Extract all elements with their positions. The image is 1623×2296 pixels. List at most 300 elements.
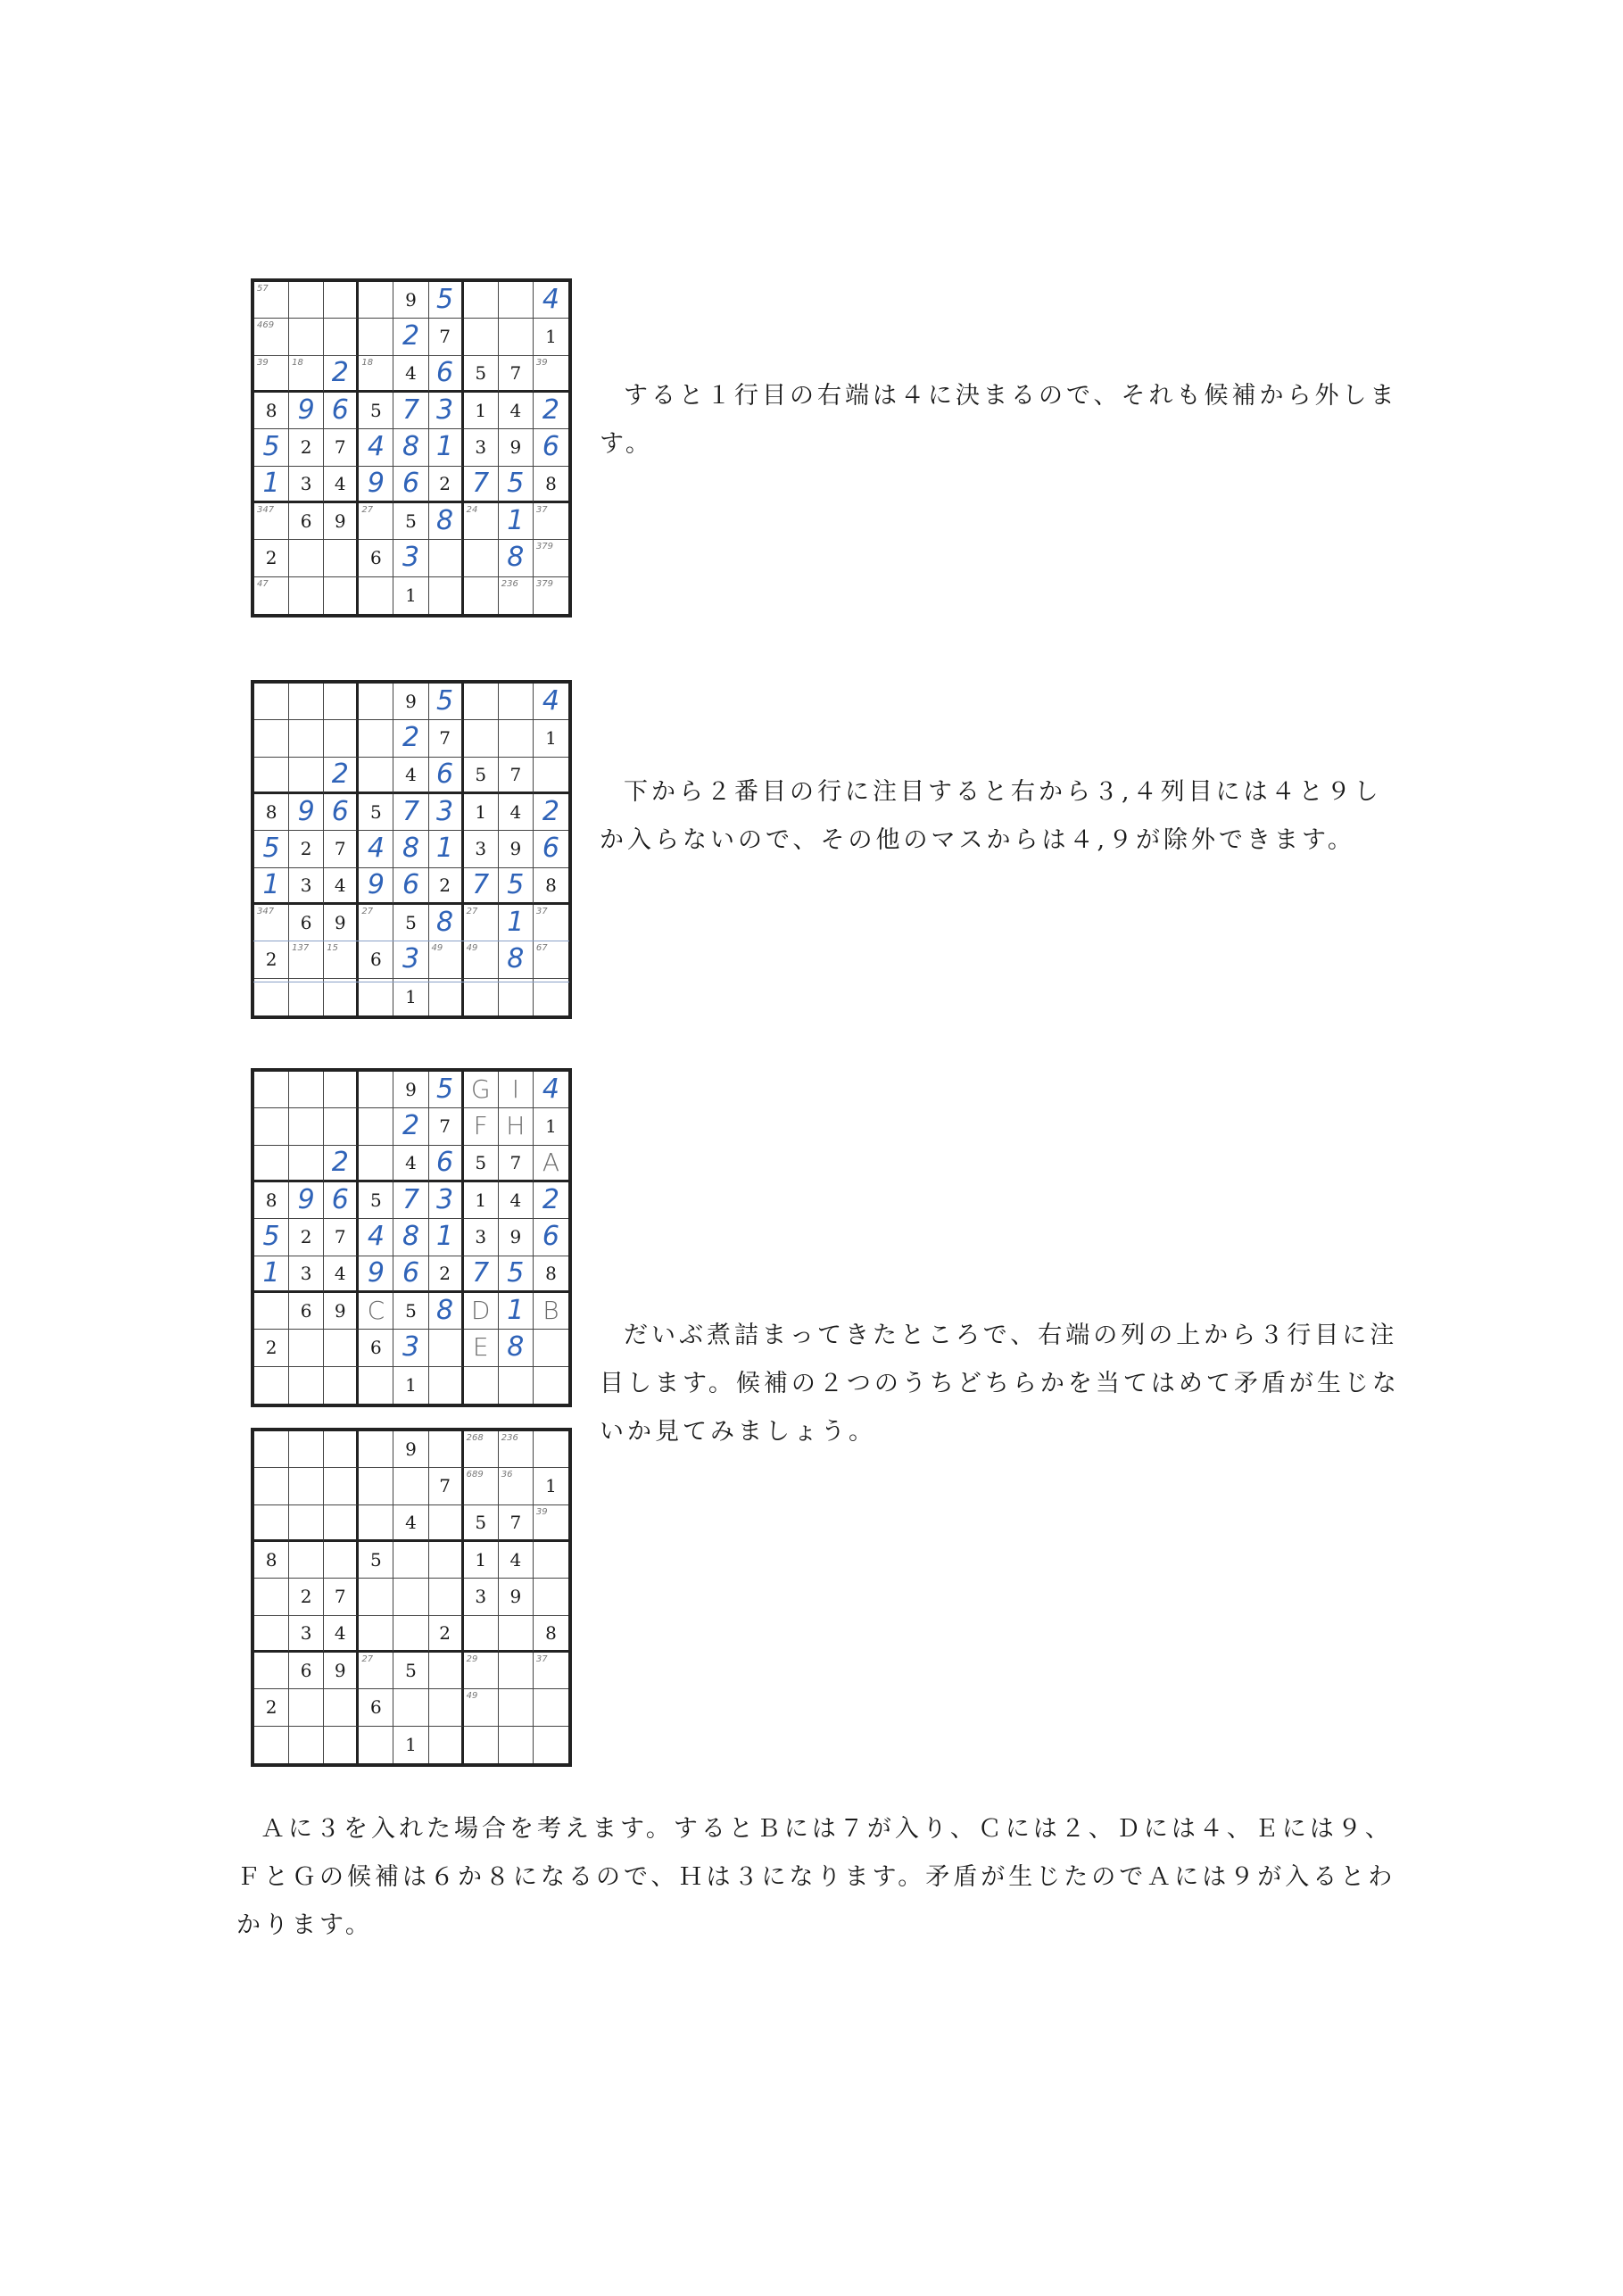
sudoku-cell [324,720,359,757]
sudoku-cell: 2 [289,1579,324,1615]
sudoku-board-2 [251,680,572,1019]
sudoku-cell: 5 [429,684,464,720]
sudoku-cell: 29 [464,1653,499,1689]
sudoku-cell [393,1542,428,1579]
sudoku-cell: 6 [289,905,324,941]
sudoku-cell [254,979,289,1015]
sudoku-cell: D [464,1293,499,1330]
sudoku-cell: 6 [289,1653,324,1689]
sudoku-cell: F [464,1108,499,1145]
sudoku-cell [324,1468,359,1504]
sudoku-cell: 689 [464,1468,499,1504]
sudoku-cell [393,1616,428,1653]
sudoku-cell: 1 [534,1468,568,1504]
sudoku-cell [499,282,534,319]
sudoku-cell: 2 [429,1616,464,1653]
sudoku-cell: 2 [393,1108,428,1145]
sudoku-cell: 2 [429,868,464,905]
sudoku-cell: 7 [324,429,359,466]
sudoku-cell: 469 [254,319,289,355]
sudoku-cell: 5 [254,1219,289,1256]
sudoku-cell [534,1367,568,1404]
sudoku-cell [289,758,324,794]
sudoku-cell: 7 [499,1146,534,1182]
sudoku-cell: 8 [429,1293,464,1330]
sudoku-cell [464,282,499,319]
sudoku-cell: 5 [499,1256,534,1293]
sudoku-cell: 4 [499,1182,534,1219]
sudoku-cell [499,720,534,757]
sudoku-cell: 1 [464,1542,499,1579]
sudoku-cell [254,1468,289,1504]
sudoku-cell [324,577,359,614]
sudoku-cell: 2 [429,467,464,503]
sudoku-cell: 6 [534,429,568,466]
sudoku-cell [324,1727,359,1763]
sudoku-cell: 4 [393,1505,428,1542]
sudoku-cell [254,1727,289,1763]
sudoku-cell [289,1108,324,1145]
sudoku-cell: 1 [429,831,464,867]
sudoku-cell: 8 [254,393,289,429]
sudoku-cell: 9 [499,831,534,867]
sudoku-cell: 3 [464,429,499,466]
sudoku-cell: 57 [254,282,289,319]
sudoku-cell: 5 [393,1293,428,1330]
sudoku-cell: 5 [429,1072,464,1108]
sudoku-cell: 1 [499,905,534,941]
sudoku-cell [359,1468,393,1504]
sudoku-cell [359,1367,393,1404]
sudoku-cell: 5 [464,356,499,393]
sudoku-cell [289,1505,324,1542]
sudoku-cell [254,1505,289,1542]
sudoku-cell: 8 [393,1219,428,1256]
sudoku-cell [324,1072,359,1108]
sudoku-cell [289,979,324,1015]
sudoku-cell: 15 [324,941,359,978]
sudoku-cell: 4 [499,794,534,831]
sudoku-cell [254,1653,289,1689]
sudoku-cell: 6 [359,1689,393,1726]
sudoku-cell: 9 [289,1182,324,1219]
sudoku-cell: 5 [429,282,464,319]
sudoku-cell: 2 [429,1256,464,1293]
sudoku-cell: 6 [289,1293,324,1330]
sudoku-cell: 2 [289,1219,324,1256]
sudoku-cell: 8 [254,1182,289,1219]
sudoku-cell: 5 [464,758,499,794]
sudoku-cell: 3 [429,1182,464,1219]
sudoku-cell: 1 [534,319,568,355]
sudoku-cell: 7 [499,758,534,794]
paragraph-2: 下から２番目の行に注目すると右から３,４列目には４と９しか入らないので、その他のマスからは４,９が除外できます。 [600,778,1382,854]
sudoku-cell [289,1072,324,1108]
sudoku-cell: 2 [324,356,359,393]
sudoku-cell [499,684,534,720]
sudoku-cell: 6 [324,1182,359,1219]
sudoku-cell [534,1579,568,1615]
sudoku-cell: 3 [393,941,428,978]
sudoku-cell: 3 [429,393,464,429]
sudoku-cell [359,319,393,355]
sudoku-cell: 5 [499,868,534,905]
sudoku-cell [464,684,499,720]
sudoku-cell: 3 [393,540,428,576]
sudoku-cell [289,1330,324,1366]
sudoku-cell: 1 [393,979,428,1015]
sudoku-cell [499,1616,534,1653]
sudoku-cell [289,1431,324,1468]
sudoku-cell: 9 [393,1072,428,1108]
sudoku-cell: 7 [464,467,499,503]
sudoku-cell: 6 [359,941,393,978]
sudoku-cell: 1 [534,1108,568,1145]
sudoku-cell: 236 [499,577,534,614]
sudoku-cell: 4 [534,282,568,319]
sudoku-cell: 7 [464,868,499,905]
sudoku-cell: 8 [254,1542,289,1579]
sudoku-cell: 5 [359,1182,393,1219]
sudoku-cell: 49 [464,941,499,978]
sudoku-cell [499,979,534,1015]
sudoku-board-3 [251,1068,572,1407]
sudoku-cell: 39 [534,1505,568,1542]
sudoku-cell: 379 [535,578,553,589]
sudoku-cell [254,720,289,757]
sudoku-cell: 8 [429,905,464,941]
sudoku-cell: 2 [289,429,324,466]
sudoku-cell: 268 [464,1431,499,1468]
sudoku-cell [324,1542,359,1579]
sudoku-cell [359,1727,393,1763]
sudoku-cell [289,540,324,576]
sudoku-cell: 347 [254,905,289,941]
sudoku-cell: 1 [534,720,568,757]
sudoku-cell [499,1653,534,1689]
sudoku-cell: 5 [254,831,289,867]
sudoku-cell [429,1653,464,1689]
sudoku-cell: 39 [254,356,289,393]
sudoku-cell [359,1108,393,1145]
sudoku-cell: 8 [429,503,464,540]
sudoku-cell: 3 [289,868,324,905]
sudoku-cell [464,1727,499,1763]
sudoku-cell: 6 [324,794,359,831]
sudoku-cell: 8 [499,941,534,978]
sudoku-cell [359,1072,393,1108]
sudoku-cell: 9 [324,905,359,941]
sudoku-cell [499,319,534,355]
sudoku-cell: 18 [359,356,393,393]
sudoku-cell [499,1727,534,1763]
sudoku-cell [429,1579,464,1615]
sudoku-cell [534,979,568,1015]
paragraph-1: すると１行目の右端は４に決まるので、それも候補から外します。 [600,382,1398,458]
sudoku-cell [429,1431,464,1468]
sudoku-cell: A [534,1146,568,1182]
sudoku-cell [324,319,359,355]
sudoku-cell: 1 [464,794,499,831]
sudoku-cell: 8 [534,1256,568,1293]
sudoku-cell [254,684,289,720]
sudoku-cell: 137 [289,941,324,978]
sudoku-cell [289,1542,324,1579]
sudoku-cell [254,758,289,794]
sudoku-cell [324,979,359,1015]
sudoku-cell [359,577,393,614]
sudoku-cell [429,979,464,1015]
sudoku-cell: 3 [393,1330,428,1366]
sudoku-cell: 9 [359,868,393,905]
sudoku-cell: 9 [324,503,359,540]
sudoku-cell [464,319,499,355]
sudoku-cell: 9 [359,1256,393,1293]
sudoku-cell: C [359,1293,393,1330]
sudoku-cell [254,1367,289,1404]
sudoku-cell: 3 [289,1256,324,1293]
sudoku-cell: 6 [393,868,428,905]
sudoku-cell: 5 [499,467,534,503]
sudoku-cell: 3 [464,1579,499,1615]
sudoku-cell: 1 [393,1727,428,1763]
sudoku-cell: 6 [534,1219,568,1256]
sudoku-cell: 9 [393,684,428,720]
sudoku-cell: 7 [393,794,428,831]
sudoku-cell [359,758,393,794]
sudoku-cell [429,577,464,614]
sudoku-cell: 39 [534,356,568,393]
sudoku-cell [464,1616,499,1653]
sudoku-cell: 4 [324,1256,359,1293]
sudoku-cell: 1 [254,1256,289,1293]
sudoku-cell [534,758,568,794]
sudoku-cell [534,1689,568,1726]
sudoku-cell: 6 [429,1146,464,1182]
sudoku-cell: 1 [499,1293,534,1330]
sudoku-cell [359,684,393,720]
sudoku-cell: 7 [393,1182,428,1219]
sudoku-cell: 9 [289,794,324,831]
sudoku-cell [429,1367,464,1404]
sudoku-cell: 9 [359,467,393,503]
sudoku-cell: 1 [429,429,464,466]
sudoku-cell: 4 [359,831,393,867]
sudoku-cell: 7 [429,319,464,355]
sudoku-cell [254,1431,289,1468]
sudoku-cell [393,1579,428,1615]
sudoku-cell: 4 [499,1542,534,1579]
sudoku-cell [429,1542,464,1579]
sudoku-cell: 4 [393,356,428,393]
sudoku-cell: 8 [499,540,534,576]
sudoku-cell: 5 [393,1653,428,1689]
sudoku-cell [254,1108,289,1145]
sudoku-cell [359,1505,393,1542]
sudoku-cell: 27 [359,905,393,941]
sudoku-cell: 2 [324,1146,359,1182]
sudoku-cell: 6 [429,356,464,393]
sudoku-cell: 4 [534,684,568,720]
sudoku-cell: 5 [359,1542,393,1579]
sudoku-cell: 1 [464,1182,499,1219]
sudoku-cell [324,1505,359,1542]
sudoku-cell: 6 [324,393,359,429]
sudoku-cell: 27 [359,503,393,540]
sudoku-cell: 37 [534,503,568,540]
sudoku-cell [534,1727,568,1763]
sudoku-cell: 6 [393,467,428,503]
sudoku-cell: H [499,1108,534,1145]
sudoku-cell: 9 [499,429,534,466]
sudoku-cell [359,1579,393,1615]
sudoku-cell [429,1727,464,1763]
sudoku-cell: 8 [393,831,428,867]
sudoku-cell [289,684,324,720]
sudoku-cell [289,1468,324,1504]
sudoku-cell: 3 [289,1616,324,1653]
sudoku-cell: 3 [289,467,324,503]
sudoku-cell: 2 [534,794,568,831]
sudoku-cell: 5 [359,794,393,831]
sudoku-cell: E [464,1330,499,1366]
sudoku-cell: 8 [534,1616,568,1653]
sudoku-cell [464,540,499,576]
sudoku-cell: 2 [254,941,289,978]
sudoku-cell [359,720,393,757]
sudoku-cell [534,1431,568,1468]
sudoku-cell: 2 [393,319,428,355]
sudoku-cell [254,1072,289,1108]
sudoku-cell: 6 [534,831,568,867]
sudoku-cell: 7 [499,1505,534,1542]
sudoku-cell [359,1431,393,1468]
sudoku-cell: 4 [359,429,393,466]
sudoku-cell: 6 [289,503,324,540]
sudoku-cell: 1 [254,868,289,905]
sudoku-cell: 9 [324,1653,359,1689]
sudoku-cell: 3 [464,1219,499,1256]
sudoku-cell: 379 [534,540,568,576]
sudoku-cell [289,1146,324,1182]
sudoku-cell [429,540,464,576]
sudoku-cell [254,1616,289,1653]
sudoku-cell [324,1689,359,1726]
sudoku-cell: B [534,1293,568,1330]
sudoku-cell: 6 [429,758,464,794]
sudoku-cell: 5 [464,1146,499,1182]
sudoku-cell: 47 [254,577,289,614]
sudoku-cell: 6 [359,1330,393,1366]
sudoku-cell [289,1367,324,1404]
sudoku-cell: 6 [393,1256,428,1293]
sudoku-cell: 2 [534,1182,568,1219]
sudoku-cell: 67 [534,941,568,978]
sudoku-cell: 37 [534,1653,568,1689]
sudoku-cell: 7 [429,1468,464,1504]
sudoku-cell: 2 [393,720,428,757]
sudoku-cell: 7 [464,1256,499,1293]
sudoku-cell: 4 [324,1616,359,1653]
sudoku-cell: 27 [464,905,499,941]
sudoku-cell: 1 [499,503,534,540]
sudoku-cell [289,1727,324,1763]
sudoku-cell: 1 [393,577,428,614]
sudoku-cell: 1 [393,1367,428,1404]
sudoku-cell: I [499,1072,534,1108]
sudoku-cell: 4 [324,868,359,905]
sudoku-cell: 3 [464,831,499,867]
sudoku-cell [499,1367,534,1404]
sudoku-cell [289,720,324,757]
sudoku-cell: 8 [534,868,568,905]
paragraph-4: Ａに３を入れた場合を考えます。するとＢには７が入り、Ｃには２、Ｄには４、Ｅには９、ＦとＧの候補は６か８になるので、Ｈは３になります。矛盾が生じたのでＡには９が入るとわかります。 [236,1815,1396,1939]
sudoku-cell: 3 [429,794,464,831]
sudoku-cell: 24 [464,503,499,540]
sudoku-cell [429,1330,464,1366]
sudoku-cell [254,1146,289,1182]
sudoku-cell: 36 [499,1468,534,1504]
sudoku-cell: 4 [324,467,359,503]
sudoku-cell: 9 [499,1219,534,1256]
sudoku-cell [289,577,324,614]
sudoku-cell [464,979,499,1015]
sudoku-cell: 8 [254,794,289,831]
sudoku-cell: 1 [254,467,289,503]
sudoku-cell: 7 [324,1219,359,1256]
sudoku-cell: 2 [324,758,359,794]
sudoku-cell [429,1505,464,1542]
sudoku-cell: 4 [359,1219,393,1256]
sudoku-cell [289,319,324,355]
sudoku-cell [499,1689,534,1726]
sudoku-cell: 49 [429,941,464,978]
sudoku-cell [359,1146,393,1182]
sudoku-cell [359,282,393,319]
sudoku-cell: 5 [393,905,428,941]
sudoku-cell [393,1689,428,1726]
sudoku-cell: 1 [429,1219,464,1256]
sudoku-cell: 18 [289,356,324,393]
sudoku-cell [393,1468,428,1504]
sudoku-cell [359,979,393,1015]
sudoku-cell: 37 [534,905,568,941]
sudoku-cell [464,577,499,614]
sudoku-cell: 2 [289,831,324,867]
sudoku-cell [429,1689,464,1726]
sudoku-cell [464,720,499,757]
sudoku-cell: 5 [359,393,393,429]
sudoku-cell [359,1616,393,1653]
sudoku-cell: 8 [534,467,568,503]
sudoku-cell: 9 [324,1293,359,1330]
sudoku-cell [324,1108,359,1145]
sudoku-cell: 5 [464,1505,499,1542]
sudoku-cell: 9 [393,1431,428,1468]
sudoku-cell [464,1367,499,1404]
sudoku-cell: 6 [359,540,393,576]
sudoku-cell [324,1367,359,1404]
sudoku-cell [324,540,359,576]
sudoku-cell: 27 [359,1653,393,1689]
sudoku-cell [534,1542,568,1579]
sudoku-cell: 4 [534,1072,568,1108]
sudoku-cell [254,1293,289,1330]
sudoku-cell: 2 [254,540,289,576]
sudoku-board-1 [251,278,572,618]
sudoku-cell: 4 [393,758,428,794]
sudoku-cell: 49 [464,1689,499,1726]
